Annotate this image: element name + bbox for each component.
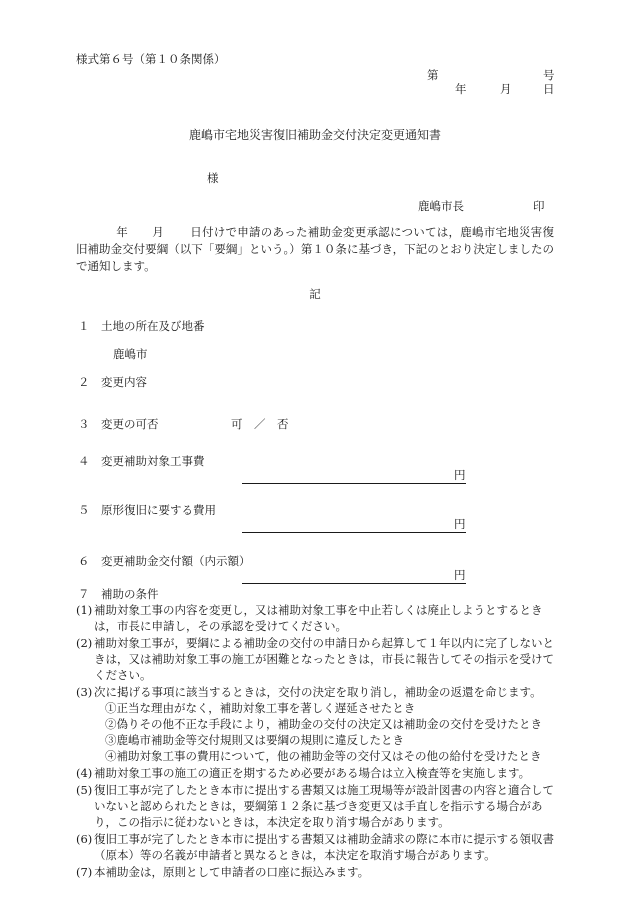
condition-4 xyxy=(76,765,556,781)
condition-4-text: 補助対象工事の施工の適正を期するため必要がある場合は立入検査等を実施します。 xyxy=(94,766,531,780)
condition-2 xyxy=(76,635,556,683)
item-3-value: 可 ／ 否 xyxy=(231,417,289,431)
item-1-number: １ xyxy=(78,319,90,333)
item-1-label: 土地の所在及び地番 xyxy=(101,319,205,333)
item-6-number: ６ xyxy=(78,554,90,568)
condition-1-number: (1) xyxy=(76,603,93,617)
seal-mark: 印 xyxy=(533,199,545,213)
item-4-underline xyxy=(242,483,466,484)
condition-1-text: 補助対象工事の内容を変更し，又は補助対象工事を中止若しくは廃止しようとするときは，市長に申請し，その承認を受けてください。 xyxy=(94,603,543,633)
condition-5-text: 復旧工事が完了したとき本市に提出する書類又は施工現場等が設計図書の内容と適合していないと認められたときは，要綱第１２条に基づき変更又は手直しを指示する場合があり，この指示に従わないときは，本決定を取り消す場合があります。 xyxy=(94,783,554,829)
condition-2-number: (2) xyxy=(76,636,93,650)
item-2-label: 変更内容 xyxy=(101,375,147,389)
condition-3-text: 次に掲げる事項に該当するときは，交付の決定を取り消し，補助金の返還を命じます。 xyxy=(94,685,542,699)
intro-month: 月 xyxy=(152,225,165,239)
item-5-number: ５ xyxy=(78,503,90,517)
item-6-label: 変更補助金交付額（内示額） xyxy=(101,554,251,568)
condition-5 xyxy=(76,782,556,830)
condition-7-number: (7) xyxy=(76,865,93,879)
ki-label: 記 xyxy=(309,287,321,301)
date-month: 月 xyxy=(500,82,512,96)
date-year: 年 xyxy=(455,82,467,96)
item-5-underline xyxy=(242,532,466,533)
condition-7 xyxy=(76,864,556,880)
intro-year: 年 xyxy=(116,225,129,239)
condition-4-number: (4) xyxy=(76,766,93,780)
conditions-list xyxy=(76,602,556,881)
item-4-unit: 円 xyxy=(454,468,466,482)
condition-1 xyxy=(76,602,556,634)
condition-6-number: (6) xyxy=(76,832,93,846)
form-number: 様式第６号（第１０条関係） xyxy=(76,52,226,66)
item-4-label: 変更補助対象工事費 xyxy=(101,454,205,468)
condition-6 xyxy=(76,831,556,863)
condition-3 xyxy=(76,684,556,764)
item-5-label: 原形復旧に要する費用 xyxy=(101,503,216,517)
issuer-name: 鹿嶋市長 xyxy=(418,199,464,213)
doc-number-suffix: 号 xyxy=(543,68,555,82)
item-7-label: 補助の条件 xyxy=(101,587,159,601)
document-title: 鹿嶋市宅地災害復旧補助金交付決定変更通知書 xyxy=(188,128,441,142)
item-3-number: ３ xyxy=(78,417,90,431)
intro-paragraph xyxy=(76,224,554,275)
condition-3-number: (3) xyxy=(76,685,93,699)
item-3-label: 変更の可否 xyxy=(101,417,159,431)
condition-2-text: 補助対象工事が，要綱による補助金の交付の申請日から起算して１年以内に完了しないときは，又は補助対象工事の施工が困難となったときは，市長に報告してその指示を受けてください。 xyxy=(94,636,554,682)
condition-5-number: (5) xyxy=(76,783,93,797)
intro-text: 日付けで申請のあった補助金変更承認については，鹿嶋市宅地災害復旧補助金交付要綱（以下「要綱」という。）第１０条に基づき，下記のとおり決定しましたので通知します。 xyxy=(76,225,555,273)
doc-number-prefix: 第 xyxy=(427,68,439,82)
condition-3-sub-3: ③鹿嶋市補助金等交付規則又は要綱の規則に違反したとき xyxy=(105,733,404,747)
condition-3-sub-2: ②偽りその他不正な手段により，補助金の交付の決定又は補助金の交付を受けたとき xyxy=(105,717,542,731)
item-2-number: ２ xyxy=(78,375,90,389)
item-5-unit: 円 xyxy=(454,517,466,531)
condition-6-text: 復旧工事が完了したとき本市に提出する書類又は補助金請求の際に本市に提示する領収書（原本）等の名義が申請者と異なるときは，本決定を取消す場合があります。 xyxy=(94,832,554,862)
condition-3-sub-1: ①正当な理由がなく，補助対象工事を著しく遅延させたとき xyxy=(105,701,416,715)
item-4-number: ４ xyxy=(78,454,90,468)
date-day: 日 xyxy=(543,82,555,96)
item-7-number: ７ xyxy=(78,587,90,601)
item-6-unit: 円 xyxy=(454,568,466,582)
condition-3-sub-4: ④補助対象工事の費用について，他の補助金等の交付又はその他の給付を受けたとき xyxy=(105,749,542,763)
item-6-underline xyxy=(242,583,466,584)
condition-7-text: 本補助金は，原則として申請者の口座に振込みます。 xyxy=(94,865,370,879)
item-1-value: 鹿嶋市 xyxy=(113,347,148,361)
addressee-suffix: 様 xyxy=(207,171,219,185)
